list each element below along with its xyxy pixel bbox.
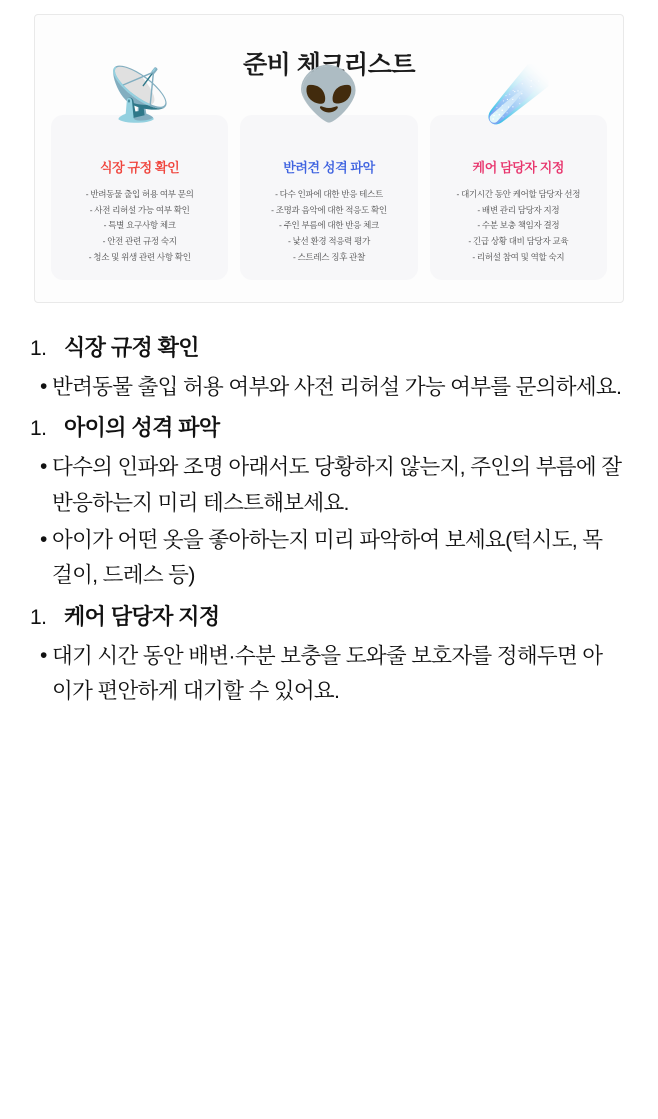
section-number: 1. [30, 417, 47, 441]
comet-icon: ☄️ [485, 66, 551, 124]
checklist-card-title: 케어 담당자 지정 [472, 160, 565, 175]
list-item: - 낯선 환경 적응력 평가 [288, 236, 370, 247]
checklist-card [240, 66, 417, 280]
list-item: - 특별 요구사항 체크 [103, 220, 176, 231]
section-heading [30, 600, 628, 631]
list-item: - 주인 부름에 대한 반응 체크 [279, 220, 379, 231]
list-item: - 대기시간 동안 케어할 담당자 선정 [456, 189, 581, 199]
bullet-item [30, 370, 628, 405]
list-item: - 안전 관련 규정 숙지 [102, 236, 177, 247]
section-title: 식장 규정 확인 [64, 334, 199, 360]
page-root [0, 14, 658, 1119]
list-item: - 사전 리허설 가능 여부 확인 [89, 204, 190, 215]
section-number: 1. [30, 605, 47, 629]
infographic-card-row [51, 66, 607, 280]
article-section [30, 600, 628, 710]
checklist-card-list [248, 187, 409, 266]
list-item: - 배변 관리 담당자 지정 [477, 204, 560, 215]
list-item: - 조명과 음악에 대한 적응도 확인 [271, 204, 387, 215]
bullet-text: 대기 시간 동안 배변·수분 보충을 도와줄 보호자를 정해두면 아이가 편안하게 대기할 수 있어요. [52, 643, 603, 704]
checklist-card-list [59, 187, 220, 266]
bullet-item [30, 639, 628, 710]
checklist-card-title: 식장 규정 확인 [99, 160, 180, 175]
alien-face-icon: 👽 [296, 66, 362, 124]
list-item: - 청소 및 위생 관련 사항 확인 [88, 251, 191, 262]
bullet-item [30, 450, 628, 521]
bullet-glyph: • [40, 455, 48, 479]
section-heading [30, 331, 628, 362]
bullet-glyph: • [40, 643, 48, 667]
bullet-glyph: • [40, 528, 48, 551]
bullet-text: 아이가 어떤 옷을 좋아하는지 미리 파악하여 보세요(턱시도, 목걸이, 드레스 등) [52, 528, 603, 588]
section-title: 아이의 성격 파악 [64, 415, 220, 441]
article-section [30, 331, 628, 405]
article-body [0, 303, 658, 710]
section-number: 1. [30, 336, 47, 360]
list-item: - 다수 인파에 대한 반응 테스트 [275, 189, 383, 199]
list-item: - 스트레스 징후 관찰 [292, 251, 365, 262]
section-heading [30, 411, 628, 442]
list-item: - 반려동물 출입 허용 여부 문의 [85, 189, 194, 199]
checklist-card [430, 66, 607, 280]
list-item: - 리허설 참여 및 역할 숙지 [472, 251, 565, 262]
list-item: - 수분 보충 책임자 결정 [477, 220, 560, 231]
bullet-text: 다수의 인파와 조명 아래서도 당황하지 않는지, 주인의 부름에 잘 반응하는지 미리 테스트해보세요. [52, 455, 622, 515]
checklist-card-list [438, 187, 599, 266]
bullet-text: 반려동물 출입 허용 여부와 사전 리허설 가능 여부를 문의하세요. [52, 374, 622, 399]
list-item: - 긴급 상황 대비 담당자 교육 [468, 236, 569, 247]
checklist-card [51, 66, 228, 280]
satellite-dish-icon: 📡 [107, 66, 173, 124]
section-title: 케어 담당자 지정 [64, 603, 220, 629]
article-section [30, 411, 628, 594]
checklist-card-title: 반려견 성격 파악 [283, 160, 375, 175]
infographic-card [34, 14, 624, 303]
bullet-item [30, 523, 628, 594]
bullet-glyph: • [40, 374, 48, 398]
infographic-title: 준비 체크리스트 [243, 51, 415, 79]
